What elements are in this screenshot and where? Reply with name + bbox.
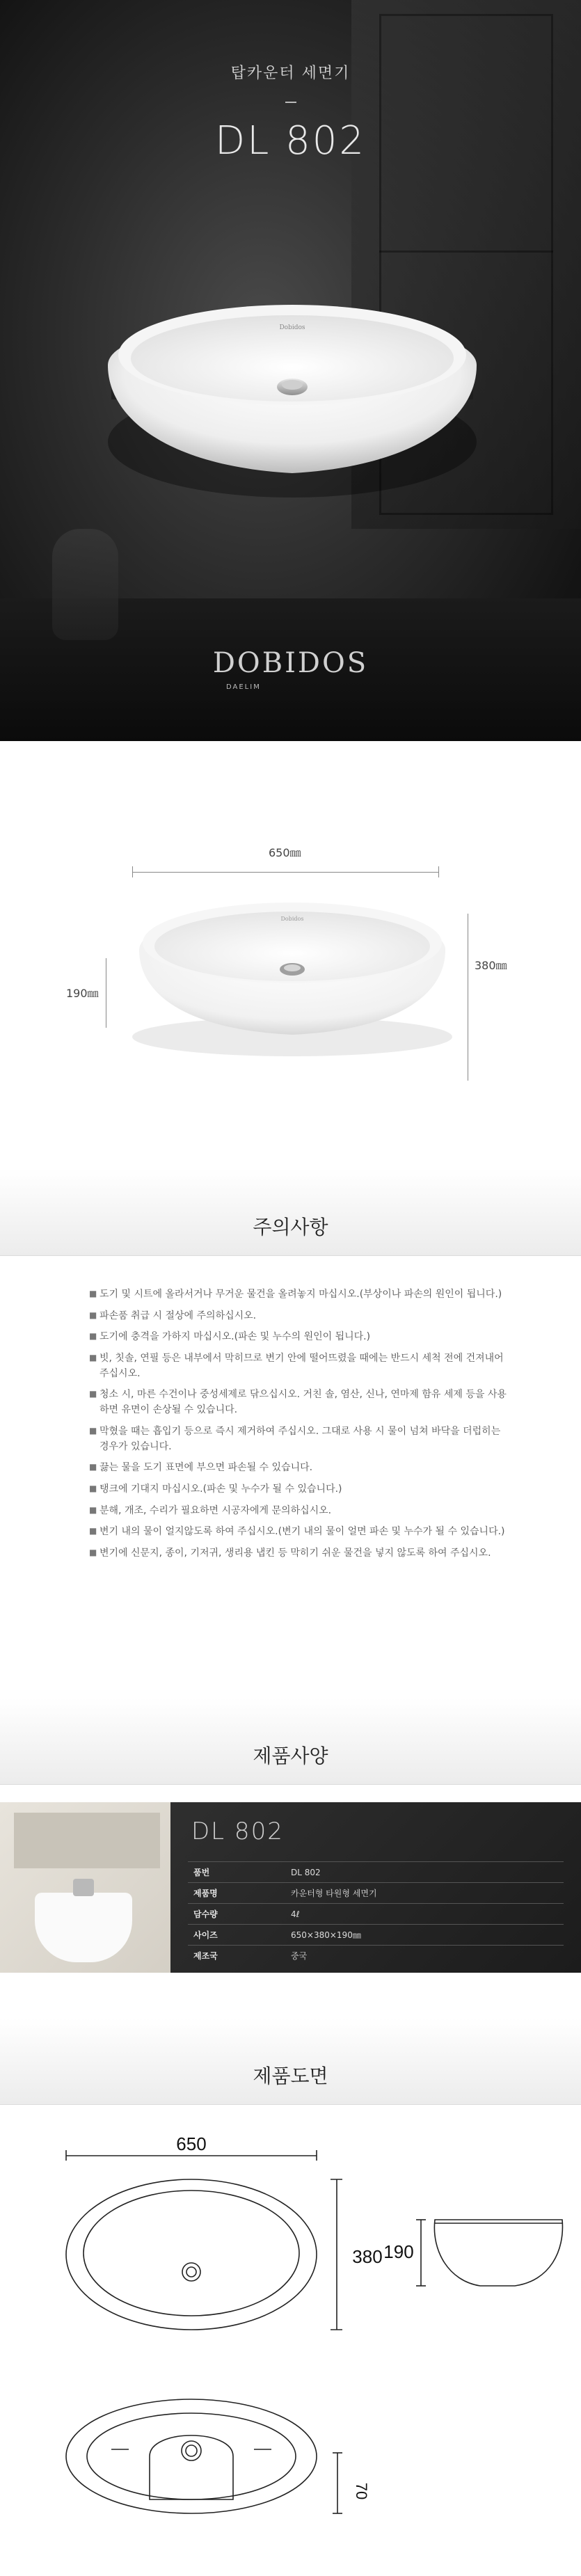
caution-list bbox=[89, 1287, 507, 1568]
caution-item: ■ 분해, 개조, 수리가 필요하면 시공자에게 문의하십시오. bbox=[89, 1504, 507, 1519]
technical-drawing bbox=[0, 2129, 581, 2561]
caution-title: 주의사항 bbox=[253, 1216, 328, 1239]
caution-item: ■ 청소 시, 마른 수건이나 중성세제로 닦으십시오. 거친 솔, 염산, 신나, 연마제 함유 세제 등을 사용하면 유면이 손상될 수 있습니다. bbox=[89, 1388, 507, 1417]
caution-item: ■ 끓는 물을 도기 표면에 부으면 파손될 수 있습니다. bbox=[89, 1461, 507, 1476]
spec-key: 제조국 bbox=[188, 1946, 285, 1966]
caution-item: ■ 변기에 신문지, 종이, 기저귀, 생리용 냅킨 등 막히기 쉬운 물건을 넣지 않도록 하여 주십시오. bbox=[89, 1546, 507, 1561]
height-dimension-label: 190㎜ bbox=[66, 987, 99, 1000]
installed-basin-photo bbox=[0, 1802, 170, 1973]
caution-item: ■ 막혔을 때는 흡입기 등으로 즉시 제거하여 주십시오. 그대로 사용 시 물이 넘쳐 바닥을 더럽히는 경우가 있습니다. bbox=[89, 1424, 507, 1454]
drawing-depth-label: 380 bbox=[352, 2246, 383, 2267]
caution-item: ■ 빗, 칫솔, 연필 등은 내부에서 막히므로 변기 안에 떨어뜨렸을 때에는 반드시 세척 전에 건져내어 주십시오. bbox=[89, 1351, 507, 1381]
drawing-header bbox=[0, 2018, 581, 2105]
spec-value: DL 802 bbox=[285, 1862, 564, 1883]
spec-row bbox=[188, 1925, 564, 1946]
hero-model-name: DL 802 bbox=[214, 118, 366, 164]
brand-logo: DOBIDOS bbox=[212, 647, 369, 679]
spec-table bbox=[188, 1861, 564, 1966]
dimension-basin-image bbox=[0, 880, 581, 1117]
spec-key: 사이즈 bbox=[188, 1925, 285, 1946]
hero-banner bbox=[0, 0, 581, 741]
spec-value: 카운터형 타원형 세면기 bbox=[285, 1883, 564, 1904]
spec-info bbox=[170, 1802, 581, 1973]
width-dimension-tick-right bbox=[438, 866, 439, 877]
spec-value: 4ℓ bbox=[285, 1904, 564, 1925]
spec-key: 담수량 bbox=[188, 1904, 285, 1925]
svg-text:Dobidos: Dobidos bbox=[280, 916, 304, 922]
spec-row bbox=[188, 1862, 564, 1883]
width-dimension-label: 650㎜ bbox=[269, 846, 301, 859]
spec-value: 중국 bbox=[285, 1946, 564, 1966]
caution-header bbox=[0, 1169, 581, 1256]
caution-item: ■ 파손품 취급 시 절상에 주의하십시오. bbox=[89, 1309, 507, 1324]
drawing-title: 제품도면 bbox=[253, 2065, 328, 2088]
caution-item: ■ 도기에 충격을 가하지 마십시오.(파손 및 누수의 원인이 됩니다.) bbox=[89, 1330, 507, 1345]
drawing-width-label: 650 bbox=[176, 2133, 207, 2154]
depth-dimension-label: 380㎜ bbox=[475, 959, 507, 972]
hero-basin-image bbox=[0, 264, 581, 557]
spec-model-name: DL 802 bbox=[191, 1818, 284, 1845]
dimension-section bbox=[0, 741, 581, 1186]
background-window-bar bbox=[379, 251, 553, 253]
spec-panel bbox=[0, 1802, 581, 1973]
spec-title: 제품사양 bbox=[253, 1744, 328, 1767]
spec-value: 650×380×190㎜ bbox=[285, 1925, 564, 1946]
caution-item: ■ 변기 내의 물이 얼지않도록 하여 주십시오.(변기 내의 물이 얼면 파손 및 누수가 될 수 있습니다.) bbox=[89, 1525, 507, 1540]
spec-header bbox=[0, 1698, 581, 1785]
spec-row bbox=[188, 1883, 564, 1904]
width-dimension-tick-left bbox=[132, 866, 133, 877]
spec-row bbox=[188, 1946, 564, 1966]
spec-key: 제품명 bbox=[188, 1883, 285, 1904]
spec-key: 품번 bbox=[188, 1862, 285, 1883]
hero-subtitle: 탑카운터 세면기 bbox=[230, 65, 351, 82]
photo-mirror bbox=[14, 1813, 160, 1868]
width-dimension-line bbox=[132, 872, 438, 873]
spec-row bbox=[188, 1904, 564, 1925]
drawing-offset-label: 70 bbox=[353, 2482, 370, 2500]
svg-text:Dobidos: Dobidos bbox=[279, 324, 305, 331]
brand-logo-sub: DAELIM bbox=[226, 683, 261, 691]
photo-sink bbox=[35, 1893, 132, 1962]
drawing-height-label: 190 bbox=[383, 2241, 414, 2262]
caution-item: ■ 도기 및 시트에 올라서거나 무거운 물건을 올려놓지 마십시오.(부상이나 파손의 원인이 됩니다.) bbox=[89, 1287, 507, 1303]
hero-divider bbox=[285, 102, 296, 103]
caution-item: ■ 탱크에 기대지 마십시오.(파손 및 누수가 될 수 있습니다.) bbox=[89, 1482, 507, 1497]
photo-faucet bbox=[73, 1879, 94, 1896]
